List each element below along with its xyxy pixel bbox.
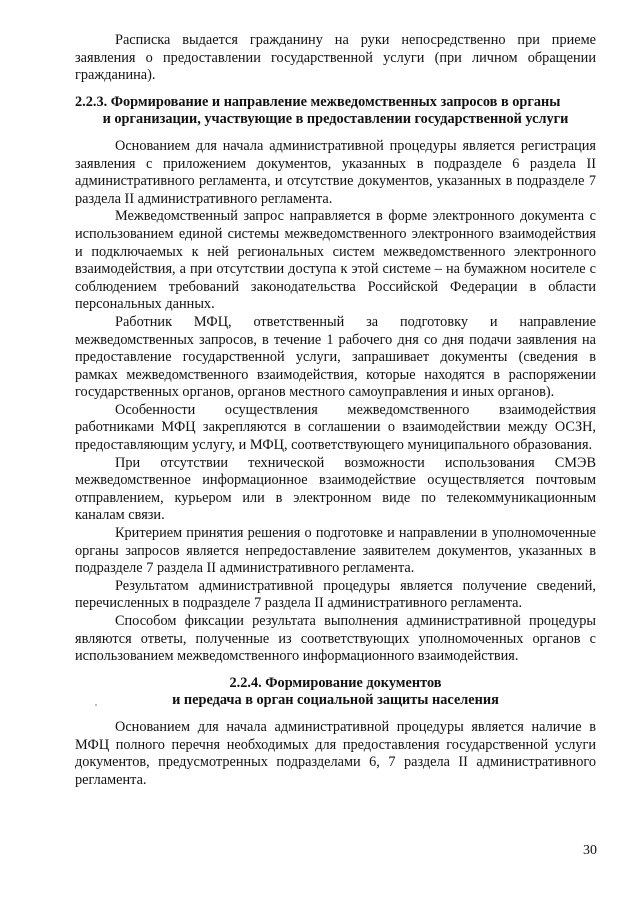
section-2-2-3-paragraph-request-form: Межведомственный запрос направляется в форме электронного документа с использованием единой системы межведомственного электронного взаимодействия и подключаемых к ней региональных систем межведомственного электронного взаимодействия, а при отсутствии доступа к этой системе – на бумажном носителе с соблюдением требований законодательства Российской Федерации в области персональных данных.: [75, 208, 596, 313]
section-2-2-3-paragraph-basis: Основанием для начала административной процедуры является регистрация заявления с приложением документов, указанных в подразделе 6 раздела II административного регламента, и отсутствие документов, указанных в подразделе 7 раздела II административного регламента.: [75, 137, 596, 207]
section-2-2-3-heading-line1: 2.2.3. Формирование и направление межведомственных запросов в органы: [75, 93, 561, 110]
section-2-2-3-paragraph-features: Особенности осуществления межведомственного взаимодействия работниками МФЦ закрепляются в соглашении о взаимодействии между ОСЗН, предоставляющим услугу, и МФЦ, соответствующего муниципального образования.: [75, 401, 596, 454]
section-2-2-3-paragraph-no-smev: При отсутствии технической возможности использования СМЭВ межведомственное информационное взаимодействие осуществляется почтовым отправлением, курьером или в электронном виде по телекоммуникационным каналам связи.: [75, 454, 596, 524]
section-2-2-3-paragraph-fixation: Способом фиксации результата выполнения административной процедуры являются ответы, полученные из соответствующих уполномоченных органов с использованием межведомственного информационного взаимодействия.: [75, 613, 596, 665]
section-2-2-3-heading-line2: и организации, участвующие в предоставлении государственной услуги: [102, 111, 569, 128]
section-2-2-3-paragraph-result: Результатом административной процедуры является получение сведений, перечисленных в подразделе 7 раздела II административного регламента.: [75, 577, 596, 612]
receipt-paragraph: Расписка выдается гражданину на руки непосредственно при приеме заявления о предоставлении государственной услуги (при личном обращении гражданина).: [75, 32, 596, 84]
section-2-2-4-heading-line1: 2.2.4. Формирование документов: [229, 674, 442, 691]
section-2-2-4-heading: [75, 675, 596, 710]
document-page: [75, 32, 596, 789]
scan-speck: [95, 704, 97, 706]
section-2-2-3-heading: [75, 94, 596, 129]
section-2-2-3-paragraph-criterion: Критерием принятия решения о подготовке и направлении в уполномоченные органы запросов является непредоставление заявителем документов, указанных в подразделе 7 раздела II административного регламента.: [75, 525, 596, 577]
section-2-2-3-paragraph-mfc-worker: Работник МФЦ, ответственный за подготовку и направление межведомственных запросов, в течение 1 рабочего дня со дня подачи заявления на предоставление государственной услуги, запрашивает документы (сведения в рамках межведомственного взаимодействия, которые находятся в распоряжении государственных органов, органов местного самоуправления и иных органов).: [75, 313, 596, 401]
section-2-2-4-paragraph-basis: Основанием для начала административной процедуры является наличие в МФЦ полного перечня необходимых для предоставления государственной услуги документов, предусмотренных подразделами 6, 7 раздела II административного регламента.: [75, 718, 596, 788]
page-number: 30: [583, 843, 597, 858]
section-2-2-4-heading-line2: и передача в орган социальной защиты населения: [172, 692, 499, 709]
